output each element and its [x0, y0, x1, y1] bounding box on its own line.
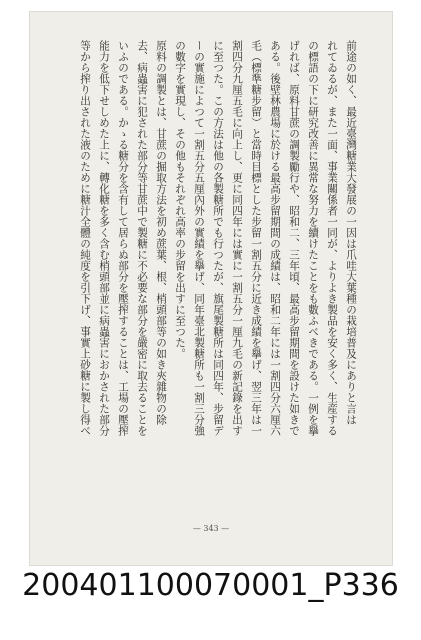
- text-column-15: 等から搾り出された液のために糖汁全體の純度を引下げ、事實上砂糖に製し得べ: [79, 40, 91, 436]
- text-column-3: の標語の下に研究改善に異常な努力を續けたことをも數ふべきである。一例を擧: [307, 40, 319, 436]
- text-column-2: れてゐるが、また一面、事業關係者一同が、よりよき製品を安く多く、生産する: [326, 40, 338, 436]
- text-column-6: 毛（標準糖步留）と當時目標とした步留一割五分に近き成績を擧げ、翌三年は一: [250, 40, 262, 436]
- text-column-13: いふのである。かゝる糖分を含有して居らぬ部分を壓搾することは、工場の壓搾: [117, 40, 129, 436]
- text-column-4: げれば、原料甘蔗の調製勵行や、昭和二、三年頃、最高步留期間を設けた如きで: [288, 40, 300, 436]
- text-column-1: 前途の如く、最近臺灣糖業大發展の一因は爪哇大葉種の栽培普及にありと言は: [345, 40, 357, 425]
- text-column-14: 能力を低下せしめた上に、轉化糖を多く含む梢頭部並に病蟲害におかされた部分: [98, 40, 110, 436]
- text-column-5: ある。後壁林農場に於ける最高步留期間の成績は、昭和二年には一割四分六厘六: [269, 40, 281, 436]
- text-column-9: ーの實施によつて一割五分五厘內外の實績を擧げ、同年臺北製糖所も一割三分強: [193, 40, 205, 436]
- document-page: [30, 12, 392, 565]
- text-column-10: の數字を實現し、その他もそれぞれ高率の步留を出すに至つた。: [174, 40, 186, 359]
- text-column-12: 去、病蟲害に犯された部分等甘蔗中で製糖に不必要な部分を嚴密に取去ることを: [136, 40, 148, 436]
- text-column-8: に至つた。この方法は他の各製糖所でも行つたが、旗尾製糖所は同四年、步留デ: [212, 40, 224, 436]
- image-id-caption: 200401100070001_P336: [22, 568, 399, 603]
- text-column-11: 原料の調製とは、甘蔗の掘取方法を初め蔗葉、根、梢頭部等の如き夾雜物の除: [155, 40, 167, 425]
- text-column-7: 割四分九厘五毛に向上し、更に同四年には實に一割五分一厘九毛の新記錄を出す: [231, 40, 243, 436]
- page-number: — 343 —: [192, 524, 230, 533]
